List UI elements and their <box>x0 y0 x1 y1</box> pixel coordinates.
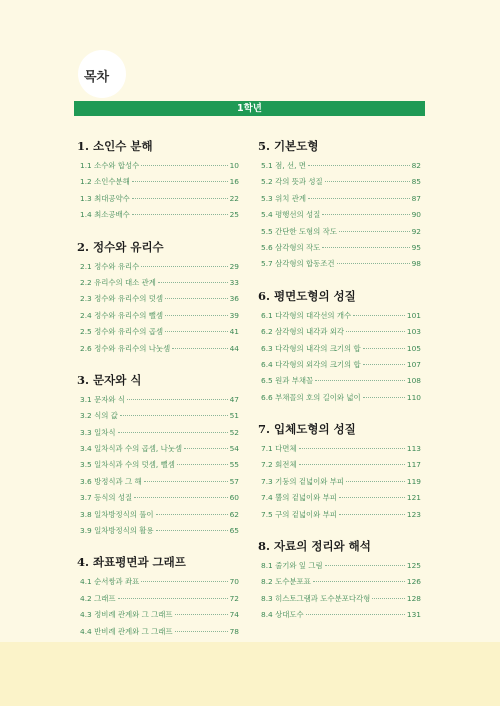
toc-item-label: 3.9 일차방정식의 활용 <box>80 526 154 536</box>
dot-leader <box>346 331 405 332</box>
toc-item-page: 57 <box>229 476 239 486</box>
dot-leader <box>306 614 405 615</box>
dot-leader <box>299 448 405 449</box>
chapter-title: 1. 소인수 분해 <box>77 139 153 153</box>
toc-item-page: 123 <box>406 509 421 519</box>
toc-item[interactable] <box>77 441 239 457</box>
toc-item-page: 39 <box>229 310 239 320</box>
toc-item[interactable] <box>258 324 421 340</box>
toc-item-page: 87 <box>411 193 421 203</box>
toc-item-page: 126 <box>406 577 421 587</box>
toc-item-page: 65 <box>229 526 239 536</box>
toc-item[interactable] <box>77 308 239 324</box>
chapter <box>258 288 421 406</box>
toc-item[interactable] <box>77 324 239 340</box>
dot-leader <box>363 348 405 349</box>
toc-item-page: 85 <box>411 177 421 187</box>
dot-leader <box>346 481 405 482</box>
toc-item-page: 55 <box>229 460 239 470</box>
toc-item-label: 5.1 점, 선, 면 <box>261 161 306 170</box>
dot-leader <box>339 497 405 498</box>
toc-item-page: 110 <box>406 392 421 402</box>
toc-item[interactable] <box>258 507 421 523</box>
toc-item-label: 2.1 정수와 유리수 <box>80 261 140 271</box>
dot-leader <box>363 364 405 365</box>
dot-leader <box>141 266 227 267</box>
toc-item-label: 3.6 방정식과 그 해 <box>80 476 142 486</box>
chapter-title: 7. 입체도형의 성질 <box>258 422 356 437</box>
dot-leader <box>132 181 228 182</box>
toc-item-label: 5.5 간단한 도형의 작도 <box>261 226 337 236</box>
toc-item-label: 2.6 정수와 유리수의 나눗셈 <box>80 343 171 353</box>
toc-item-label: 7.4 뿔의 겉넓이와 부피 <box>261 493 337 503</box>
chapter-title: 8. 자료의 정리와 해석 <box>258 539 371 554</box>
chapter-title: 6. 평면도형의 성질 <box>258 288 356 303</box>
dot-leader <box>165 298 228 299</box>
dot-leader <box>156 514 228 515</box>
toc-item-page: 107 <box>406 359 421 369</box>
toc-item-page: 62 <box>229 509 239 519</box>
dot-leader <box>118 432 228 433</box>
dot-leader <box>141 581 227 582</box>
toc-item[interactable] <box>258 207 421 223</box>
toc-item-label: 5.4 평행선의 성질 <box>261 210 321 220</box>
dot-leader <box>325 181 410 182</box>
dot-leader <box>315 380 405 381</box>
dot-leader <box>322 214 409 215</box>
toc-item[interactable] <box>77 490 239 506</box>
toc-item[interactable] <box>77 425 239 441</box>
toc-item-label: 6.4 다각형의 외각의 크기의 합 <box>261 359 361 369</box>
toc-item-label: 5.6 삼각형의 작도 <box>261 242 321 252</box>
toc-item[interactable] <box>258 158 421 174</box>
dot-leader <box>175 631 228 632</box>
dot-leader <box>172 348 227 349</box>
dot-leader <box>299 464 405 465</box>
dot-leader <box>156 530 228 531</box>
dot-leader <box>165 331 228 332</box>
toc-item-label: 4.2 그래프 <box>80 593 116 603</box>
toc-item[interactable] <box>77 191 239 207</box>
toc-item[interactable] <box>77 624 239 640</box>
dot-leader <box>134 497 227 498</box>
toc-item-label: 3.8 일차방정식의 풀이 <box>80 509 154 519</box>
toc-item-page: 10 <box>229 161 239 170</box>
toc-item[interactable] <box>77 207 239 223</box>
toc-item-page: 82 <box>411 161 421 170</box>
toc-item-page: 125 <box>406 561 421 571</box>
toc-item-label: 3.7 등식의 성질 <box>80 493 133 503</box>
toc-item[interactable] <box>258 441 421 457</box>
chapter <box>258 138 421 273</box>
toc-item-label: 4.4 반비례 관계와 그 그래프 <box>80 626 173 636</box>
chapter <box>77 239 239 357</box>
dot-leader <box>313 581 405 582</box>
dot-leader <box>372 598 405 599</box>
dot-leader <box>325 565 405 566</box>
toc-item[interactable] <box>258 174 421 190</box>
toc-item-label: 3.5 일차식과 수의 덧셈, 뺄셈 <box>80 460 175 470</box>
chapter <box>77 138 239 224</box>
toc-item[interactable] <box>258 591 421 607</box>
toc-item-page: 54 <box>229 444 239 454</box>
toc-item-page: 108 <box>406 376 421 386</box>
toc-item-label: 4.3 정비례 관계와 그 그래프 <box>80 610 173 620</box>
toc-item-page: 119 <box>406 476 421 486</box>
toc-item-label: 7.5 구의 겉넓이와 부피 <box>261 509 337 519</box>
dot-leader <box>132 198 228 199</box>
toc-item-label: 6.1 다각형의 대각선의 개수 <box>261 310 352 320</box>
toc-item[interactable] <box>77 392 239 408</box>
toc-column-left <box>77 138 239 640</box>
toc-item[interactable] <box>77 174 239 190</box>
toc-item[interactable] <box>258 607 421 623</box>
toc-item-label: 2.5 정수와 유리수의 곱셈 <box>80 327 164 337</box>
toc-item-page: 22 <box>229 193 239 203</box>
toc-item[interactable] <box>258 490 421 506</box>
dot-leader <box>337 263 410 264</box>
toc-item-page: 29 <box>229 261 239 271</box>
toc-item-label: 7.3 기둥의 겉넓이와 부피 <box>261 476 345 486</box>
toc-column-right <box>258 138 421 624</box>
dot-leader <box>353 315 405 316</box>
toc-item[interactable] <box>258 373 421 389</box>
toc-item[interactable] <box>258 308 421 324</box>
toc-item-label: 6.6 부채꼴의 호의 길이와 넓이 <box>261 392 361 402</box>
toc-item-page: 33 <box>229 277 239 287</box>
toc-item[interactable] <box>77 275 239 291</box>
toc-item-page: 103 <box>406 327 421 337</box>
toc-item[interactable] <box>258 574 421 590</box>
toc-item-label: 5.3 위치 관계 <box>261 193 307 203</box>
toc-item-page: 36 <box>229 294 239 304</box>
toc-item[interactable] <box>77 291 239 307</box>
toc-item[interactable] <box>77 341 239 357</box>
toc-item-label: 1.1 소수와 합성수 <box>80 161 140 170</box>
toc-item-page: 51 <box>229 411 239 421</box>
toc-item-page: 47 <box>229 394 239 404</box>
dot-leader <box>177 464 228 465</box>
toc-item-page: 101 <box>406 310 421 320</box>
chapter-title: 3. 문자와 식 <box>77 372 142 387</box>
toc-item-page: 41 <box>229 327 239 337</box>
chapter-title: 4. 좌표평면과 그래프 <box>77 555 186 570</box>
toc-item[interactable] <box>258 240 421 256</box>
toc-item-label: 1.3 최대공약수 <box>80 193 130 203</box>
toc-item-label: 8.2 도수분포표 <box>261 577 311 587</box>
toc-item-label: 7.2 회전체 <box>261 460 297 470</box>
toc-item-label: 8.1 줄기와 잎 그림 <box>261 561 323 571</box>
toc-item-page: 90 <box>411 210 421 220</box>
page-title: 목차 <box>84 70 110 85</box>
dot-leader <box>184 448 228 449</box>
toc-item-label: 5.2 각의 뜻과 성질 <box>261 177 323 187</box>
toc-item-label: 6.2 삼각형의 내각과 외각 <box>261 327 345 337</box>
dot-leader <box>339 231 410 232</box>
dot-leader <box>144 481 228 482</box>
toc-item-label: 3.1 문자와 식 <box>80 394 126 404</box>
toc-item-page: 52 <box>229 427 239 437</box>
toc-item-page: 72 <box>229 593 239 603</box>
dot-leader <box>322 247 409 248</box>
dot-leader <box>339 514 405 515</box>
toc-item[interactable] <box>77 457 239 473</box>
dot-leader <box>363 397 405 398</box>
toc-item-label: 6.5 원과 부채꼴 <box>261 376 314 386</box>
toc-item-page: 44 <box>229 343 239 353</box>
dot-leader <box>118 598 228 599</box>
toc-item-label: 4.1 순서쌍과 좌표 <box>80 577 140 587</box>
toc-item[interactable] <box>258 558 421 574</box>
toc-item-page: 98 <box>411 259 421 269</box>
toc-item[interactable] <box>77 474 239 490</box>
toc-item-page: 78 <box>229 626 239 636</box>
toc-item-page: 25 <box>229 210 239 220</box>
toc-item-page: 60 <box>229 493 239 503</box>
dot-leader <box>308 198 410 199</box>
toc-item-page: 113 <box>406 444 421 454</box>
toc-item[interactable] <box>258 341 421 357</box>
toc-item-label: 7.1 다면체 <box>261 444 297 454</box>
chapter <box>77 554 239 640</box>
toc-item-page: 121 <box>406 493 421 503</box>
toc-item-label: 8.4 상대도수 <box>261 610 304 620</box>
toc-item[interactable] <box>258 256 421 272</box>
toc-item-page: 131 <box>406 610 421 620</box>
toc-item[interactable] <box>258 457 421 473</box>
toc-item[interactable] <box>258 390 421 406</box>
toc-item[interactable] <box>77 507 239 523</box>
toc-item-label: 1.4 최소공배수 <box>80 210 130 220</box>
toc-item-page: 92 <box>411 226 421 236</box>
toc-item-label: 2.3 정수와 유리수의 덧셈 <box>80 294 164 304</box>
toc-item-page: 70 <box>229 577 239 587</box>
toc-item-page: 128 <box>406 593 421 603</box>
toc-item[interactable] <box>77 523 239 539</box>
toc-item-label: 2.4 정수와 유리수의 뺄셈 <box>80 310 164 320</box>
toc-item[interactable] <box>77 408 239 424</box>
toc-item-page: 74 <box>229 610 239 620</box>
toc-item[interactable] <box>77 607 239 623</box>
toc-item-label: 8.3 히스토그램과 도수분포다각형 <box>261 593 371 603</box>
toc-item-label: 3.3 일차식 <box>80 427 116 437</box>
toc-item-page: 117 <box>406 460 421 470</box>
toc-item[interactable] <box>77 158 239 174</box>
dot-leader <box>158 282 228 283</box>
grade-banner: 1학년 <box>74 101 425 116</box>
toc-item-label: 3.4 일차식과 수의 곱셈, 나눗셈 <box>80 444 183 454</box>
chapter <box>258 421 421 523</box>
toc-item[interactable] <box>77 591 239 607</box>
toc-item-page: 95 <box>411 242 421 252</box>
toc-item-label: 2.2 유리수의 대소 관계 <box>80 277 156 287</box>
toc-item-label: 3.2 식의 값 <box>80 411 118 421</box>
toc-item-page: 105 <box>406 343 421 353</box>
toc-item-page: 16 <box>229 177 239 187</box>
toc-item-label: 6.3 다각형의 내각의 크기의 합 <box>261 343 361 353</box>
dot-leader <box>132 214 228 215</box>
dot-leader <box>165 315 228 316</box>
footer-band <box>0 642 500 706</box>
dot-leader <box>175 614 228 615</box>
toc-item[interactable] <box>77 259 239 275</box>
dot-leader <box>141 165 227 166</box>
chapter-title: 2. 정수와 유리수 <box>77 239 164 254</box>
toc-item[interactable] <box>258 357 421 373</box>
toc-item[interactable] <box>258 474 421 490</box>
toc-item[interactable] <box>258 191 421 207</box>
toc-item-label: 1.2 소인수분해 <box>80 177 130 187</box>
toc-item-label: 5.7 삼각형의 합동조건 <box>261 259 335 269</box>
chapter <box>258 538 421 624</box>
dot-leader <box>127 399 228 400</box>
toc-item[interactable] <box>258 224 421 240</box>
toc-item[interactable] <box>77 574 239 590</box>
chapter <box>77 372 239 540</box>
dot-leader <box>120 415 228 416</box>
chapter-title: 5. 기본도형 <box>258 139 319 153</box>
dot-leader <box>308 165 410 166</box>
